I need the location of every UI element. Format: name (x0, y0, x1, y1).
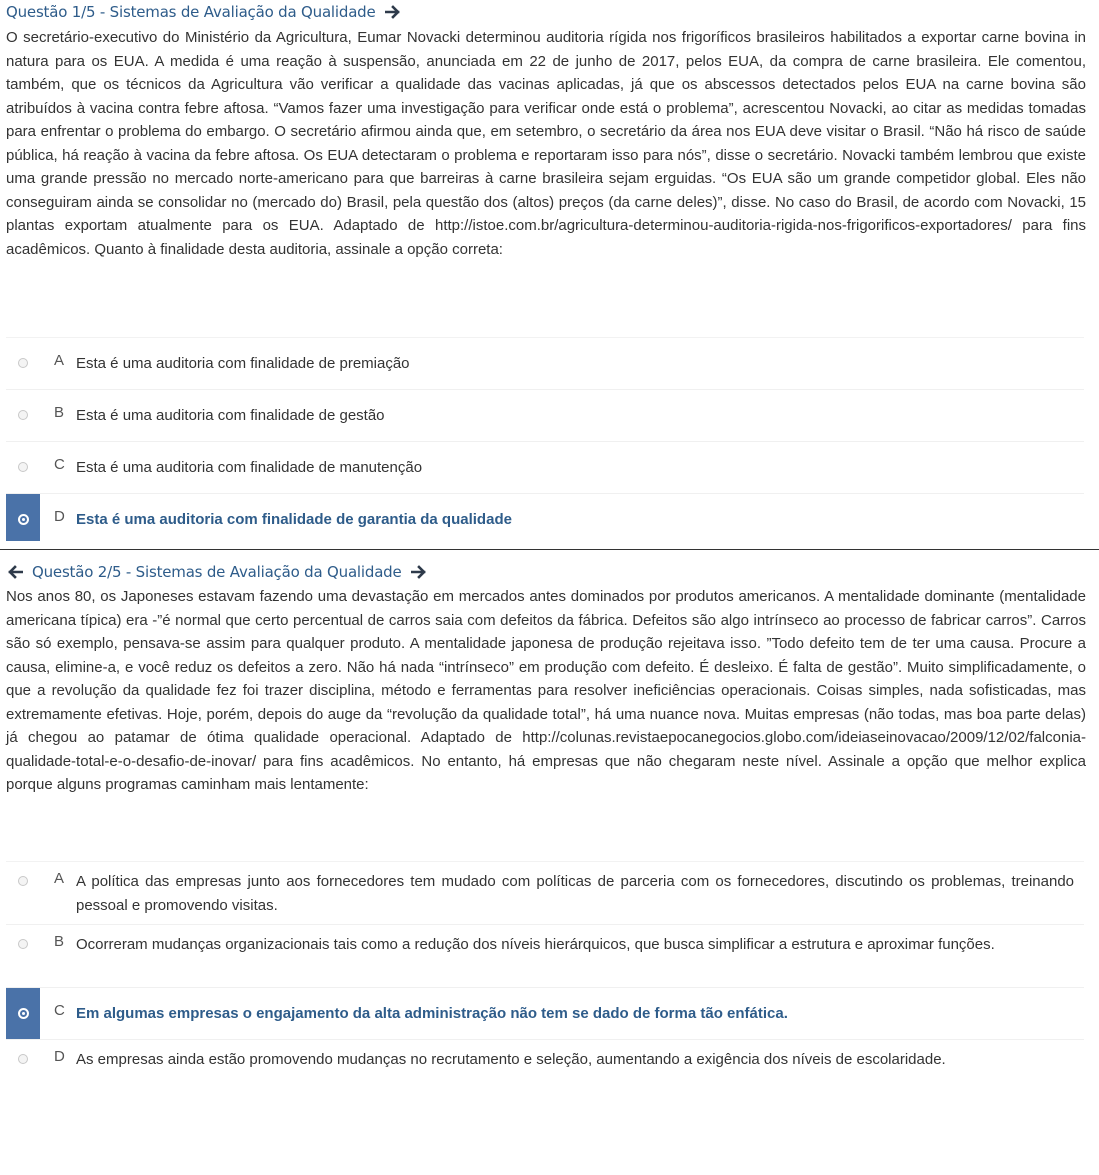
question-text: O secretário-executivo do Ministério da Agricultura, Eumar Novacki determinou auditoria rígida nos frigoríficos brasileiros habilitados a exportar carne bovina in natura para os EUA. A medida é uma reação à suspensão, anunciada em 22 de junho de 2017, pelos EUA, da compra de carne brasileira. Ele comentou, também, que os técnicos da Agricultura vão verificar a qualidade das vacinas aplicadas, já que os abscessos detectados pelos EUA na carne bovina são atribuídos à vacina contra febre aftosa. “Vamos fazer uma investigação para verificar onde está o problema”, acrescentou Novacki, ao citar as medidas tomadas para enfrentar o problema do embargo. O secretário afirmou ainda que, em setembro, o secretário da área nos EUA deve visitar o Brasil. “Não há risco de saúde pública, há reação à vacina da febre aftosa. Os EUA detectaram o problema e reportaram isso para nós”, disse o secretário. Novacki também lembrou que existe uma grande pressão no mercado norte-americano para que barreiras à carne brasileira sejam erguidas. “Os EUA são um grande competidor global. Eles não conseguiram ainda se consolidar no (mercado do) Brasil, pela questão dos (altos) preços (da carne deles)”, disse. No caso do Brasil, de acordo com Novacki, 15 plantas exportam atualmente para os EUA. Adaptado de http://istoe.com.br/agricultura-determinou-auditoria-rigida-nos-frigorificos-exportadores/ para fins acadêmicos. Quanto à finalidade desta auditoria, assinale a opção correta: (6, 29, 1086, 258)
option-letter: B (54, 933, 65, 950)
radio-selected-icon[interactable] (18, 1008, 29, 1019)
option-a[interactable] (6, 861, 1084, 924)
option-letter: C (54, 1002, 65, 1019)
radio-icon[interactable] (18, 1054, 28, 1064)
option-text: Esta é uma auditoria com finalidade de gestão (76, 407, 385, 424)
question-text: Nos anos 80, os Japoneses estavam fazendo uma devastação em mercados antes dominados por produtos americanos. A mentalidade dominante (mentalidade americana típica) era -”é normal que certo percentual de carros saia com defeitos da fábrica. Defeitos são algo intrínseco ao processo de fabricar carros”. Carros são só exemplo, pensava-se assim para qualquer produto. A mentalidade japonesa de produção rejeitava isso. ”Todo defeito tem de ter uma causa. Procure a causa, elimine-a, e você reduz os defeitos a zero. Não há nada “intrínseco” em produção com defeito. É desleixo. É falta de gestão”. Muito simplificadamente, o que a revolução da qualidade fez foi trazer disciplina, método e ferramentas para resolver ineficiências operacionais. Coisas simples, nada sofisticadas, mas extremamente efetivas. Hoje, porém, depois do auge da “revolução da qualidade total”, há uma nuance nova. Muitas empresas (não todas, mas boa parte delas) já chegou ao patamar de ótima qualidade operacional. Adaptado de http://colunas.revistaepocanegocios.globo.com/ideiaseinovacao/2009/12/02/falconia-qualidade-total-e-o-desafio-de-inovar/ para fins acadêmicos. No entanto, há empresas que não chegaram neste nível. Assinale a opção que melhor explica porque alguns programas caminham mais lentamente: (6, 588, 1086, 793)
option-text: Esta é uma auditoria com finalidade de manutenção (76, 459, 423, 476)
arrow-left-icon[interactable] (6, 563, 24, 581)
arrow-right-icon[interactable] (384, 3, 402, 21)
option-d[interactable] (6, 493, 1084, 541)
option-c[interactable] (6, 441, 1084, 493)
option-letter: A (54, 870, 65, 887)
question-2 (0, 556, 1099, 1175)
radio-icon[interactable] (18, 939, 28, 949)
option-text: A política das empresas junto aos fornecedores tem mudado com políticas de parceria com os fornecedores, discutindo os problemas, treinando pessoal e promovendo visitas. (76, 873, 1074, 914)
option-letter: D (54, 508, 65, 525)
question-header (6, 560, 428, 584)
radio-icon[interactable] (18, 410, 28, 420)
options-list (6, 861, 1084, 1102)
option-letter: A (54, 352, 65, 369)
option-text: Ocorreram mudanças organizacionais tais como a redução dos níveis hierárquicos, que busca simplificar a estrutura e aproximar funções. (76, 936, 995, 953)
radio-icon[interactable] (18, 462, 28, 472)
option-b[interactable] (6, 924, 1084, 987)
question-title: Questão 1/5 - Sistemas de Avaliação da Qualidade (6, 3, 376, 21)
option-text: Esta é uma auditoria com finalidade de premiação (76, 355, 410, 372)
question-1 (0, 0, 1099, 550)
option-text: As empresas ainda estão promovendo mudanças no recrutamento e seleção, aumentando a exigência dos níveis de escolaridade. (76, 1051, 946, 1068)
radio-selected-icon[interactable] (18, 514, 29, 525)
radio-icon[interactable] (18, 876, 28, 886)
option-letter: B (54, 404, 65, 421)
question-title: Questão 2/5 - Sistemas de Avaliação da Qualidade (32, 563, 402, 581)
options-list (6, 337, 1084, 541)
option-c[interactable] (6, 987, 1084, 1039)
option-text: Esta é uma auditoria com finalidade de garantia da qualidade (76, 511, 512, 528)
option-letter: C (54, 456, 65, 473)
radio-icon[interactable] (18, 358, 28, 368)
option-b[interactable] (6, 389, 1084, 441)
arrow-right-icon[interactable] (410, 563, 428, 581)
option-text: Em algumas empresas o engajamento da alta administração não tem se dado de forma tão enfática. (76, 1005, 788, 1022)
option-letter: D (54, 1048, 65, 1065)
question-header (6, 0, 402, 24)
option-a[interactable] (6, 337, 1084, 389)
option-d[interactable] (6, 1039, 1084, 1102)
